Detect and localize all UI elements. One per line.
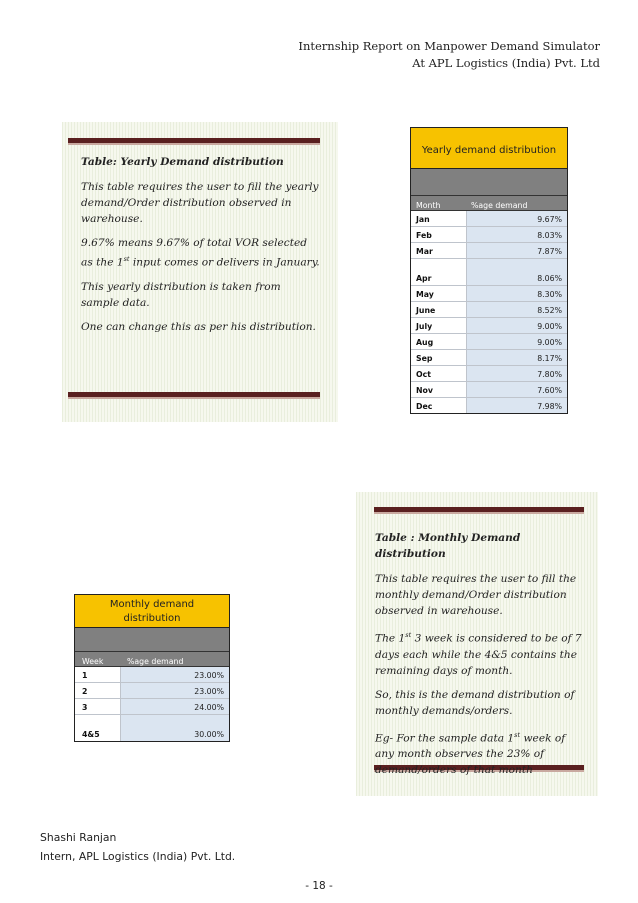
table-row: June 8.52% — [411, 302, 567, 318]
table-row: 2 23.00% — [75, 683, 229, 699]
yearly-demand-table — [410, 127, 568, 414]
top-rule — [374, 507, 584, 514]
yearly-note-title: Table: Yearly Demand distribution — [81, 156, 284, 168]
table-row: 1 23.00% — [75, 667, 229, 683]
yearly-table-header-row — [411, 196, 567, 211]
table-row: Mar 7.87% — [411, 243, 567, 259]
table-row: 4&5 30.00% — [75, 715, 229, 741]
table-row: May 8.30% — [411, 286, 567, 302]
table-row: Dec 7.98% — [411, 398, 567, 413]
bottom-rule — [68, 392, 320, 399]
page-header — [298, 38, 600, 72]
table-row: Sep 8.17% — [411, 350, 567, 366]
table-row: Jan 9.67% — [411, 211, 567, 227]
author-name: Shashi Ranjan — [40, 831, 117, 844]
table-row: Nov 7.60% — [411, 382, 567, 398]
monthly-note-p4: Eg- For the sample data 1st week of any month observes the 23% of demand/orders of that month — [375, 730, 566, 777]
yearly-table-spacer — [411, 169, 567, 196]
header-company: At APL Logistics (India) Pvt. Ltd — [412, 56, 600, 70]
col-month: Month — [416, 201, 441, 210]
col-pct: %age demand — [471, 201, 528, 210]
monthly-table-spacer — [75, 628, 229, 652]
table-row: Apr 8.06% — [411, 259, 567, 286]
table-row: Aug 9.00% — [411, 334, 567, 350]
monthly-note-p1: This table requires the user to fill the monthly demand/Order distribution observed in warehouse. — [375, 573, 577, 617]
monthly-note-p2: The 1st 3 week is considered to be of 7 days each while the 4&5 contains the remaining days of month. — [375, 631, 582, 677]
footer-author — [40, 828, 235, 866]
table-row: Feb 8.03% — [411, 227, 567, 243]
table-row: Oct 7.80% — [411, 366, 567, 382]
col-week: Week — [82, 657, 104, 666]
monthly-table-header-row — [75, 652, 229, 667]
header-title: Internship Report on Manpower Demand Simulator — [298, 39, 600, 53]
yearly-note-p4: One can change this as per his distribution. — [81, 320, 316, 333]
yearly-note-p2: 9.67% means 9.67% of total VOR selected as the 1st input comes or delivers in January. — [81, 237, 320, 269]
top-rule — [68, 138, 320, 145]
monthly-note-p3: So, this is the demand distribution of monthly demands/orders. — [375, 688, 575, 717]
monthly-note-title: Table : Monthly Demand distribution — [375, 532, 521, 560]
author-role: Intern, APL Logistics (India) Pvt. Ltd. — [40, 850, 236, 863]
monthly-demand-table — [74, 594, 230, 742]
yearly-note-p1: This table requires the user to fill the yearly demand/Order distribution observed in warehouse. — [81, 181, 319, 225]
table-row: 3 24.00% — [75, 699, 229, 715]
page-number: - 18 - — [305, 880, 333, 892]
col-pct: %age demand — [127, 657, 184, 666]
yearly-note-p3: This yearly distribution is taken from sample data. — [81, 280, 281, 309]
monthly-note-text — [375, 530, 587, 786]
yearly-note-text — [81, 154, 321, 343]
monthly-table-title: Monthly demand distribution — [75, 595, 229, 628]
yearly-table-title: Yearly demand distribution — [411, 128, 567, 169]
table-row: July 9.00% — [411, 318, 567, 334]
